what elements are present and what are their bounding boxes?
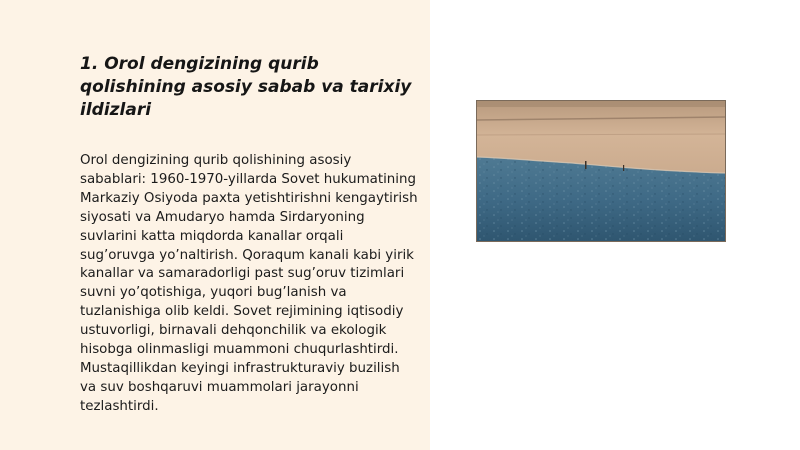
slide-body-text: Orol dengizining qurib qolishining asosiy sabablari: 1960-1970-yillarda Sovet hukumatining Markaziy Osiyoda paxta yetishtirishni kengaytirish siyosati va Amudaryo hamda Sirdaryoning suvlarini katta miqdorda kanallar orqali sug’oruvga yo’naltirish. Qoraqum kanali kabi yirik kanallar va samaradorligi past sug’oruv tizimlari suvni yo’qotishiga, yuqori bug’lanish va tuzlanishiga olib keldi. Sovet rejimining iqtisodiy ustuvorligi, birnavali dehqonchilik va ekologik hisobga olinmasligi muammoni chuqurlashtirdi. Mustaqillikdan keyingi infrastrukturaviy buzilish va suv boshqaruvi muammolari jarayonni tezlashtirdi. xyxy=(80,153,418,414)
slide-title: 1. Orol dengizining qurib qolishining asosiy sabab va tarixiy ildizlari xyxy=(80,54,412,120)
shoreline-image xyxy=(477,101,725,241)
aral-sea-photo xyxy=(476,100,726,242)
